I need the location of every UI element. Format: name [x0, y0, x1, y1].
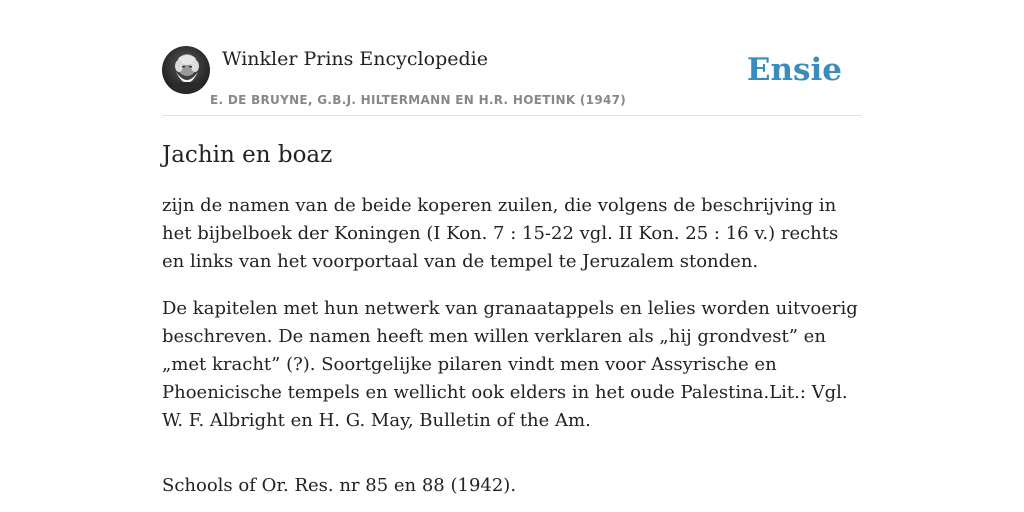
paragraph: Schools of Or. Res. nr 85 en 88 (1942). — [162, 475, 517, 496]
article-body — [162, 192, 862, 512]
portrait-photo-icon — [162, 46, 210, 94]
source-title[interactable]: Winkler Prins Encyclopedie — [222, 48, 488, 70]
paragraph: De kapitelen met hun netwerk van granaatappels en lelies worden uitvoerig beschreven. De namen heeft men willen verklaren als „hij grondvest” en „met kracht” (?). Soortgelijke pilaren vindt men voor Assyrische en Phoenicische tempels en wellicht ook elders in het oude Palestina.Lit.: Vgl. W. F. Albright en H. G. May, Bulletin of the Am. — [162, 298, 858, 431]
article-title: Jachin en boaz — [162, 142, 333, 168]
ensie-logo-link[interactable]: Ensie — [746, 52, 842, 88]
paragraph: zijn de namen van de beide koperen zuilen, die volgens de beschrijving in het bijbelboek der Koningen (I Kon. 7 : 15-22 vgl. II Kon. 25 : 16 v.) rechts en links van het voorportaal van de tempel te Jeruzalem stonden. — [162, 195, 839, 272]
source-header — [162, 46, 862, 116]
author-portrait-icon — [162, 46, 210, 94]
authors-line: E. DE BRUYNE, G.B.J. HILTERMANN EN H.R. HOETINK (1947) — [210, 93, 627, 107]
